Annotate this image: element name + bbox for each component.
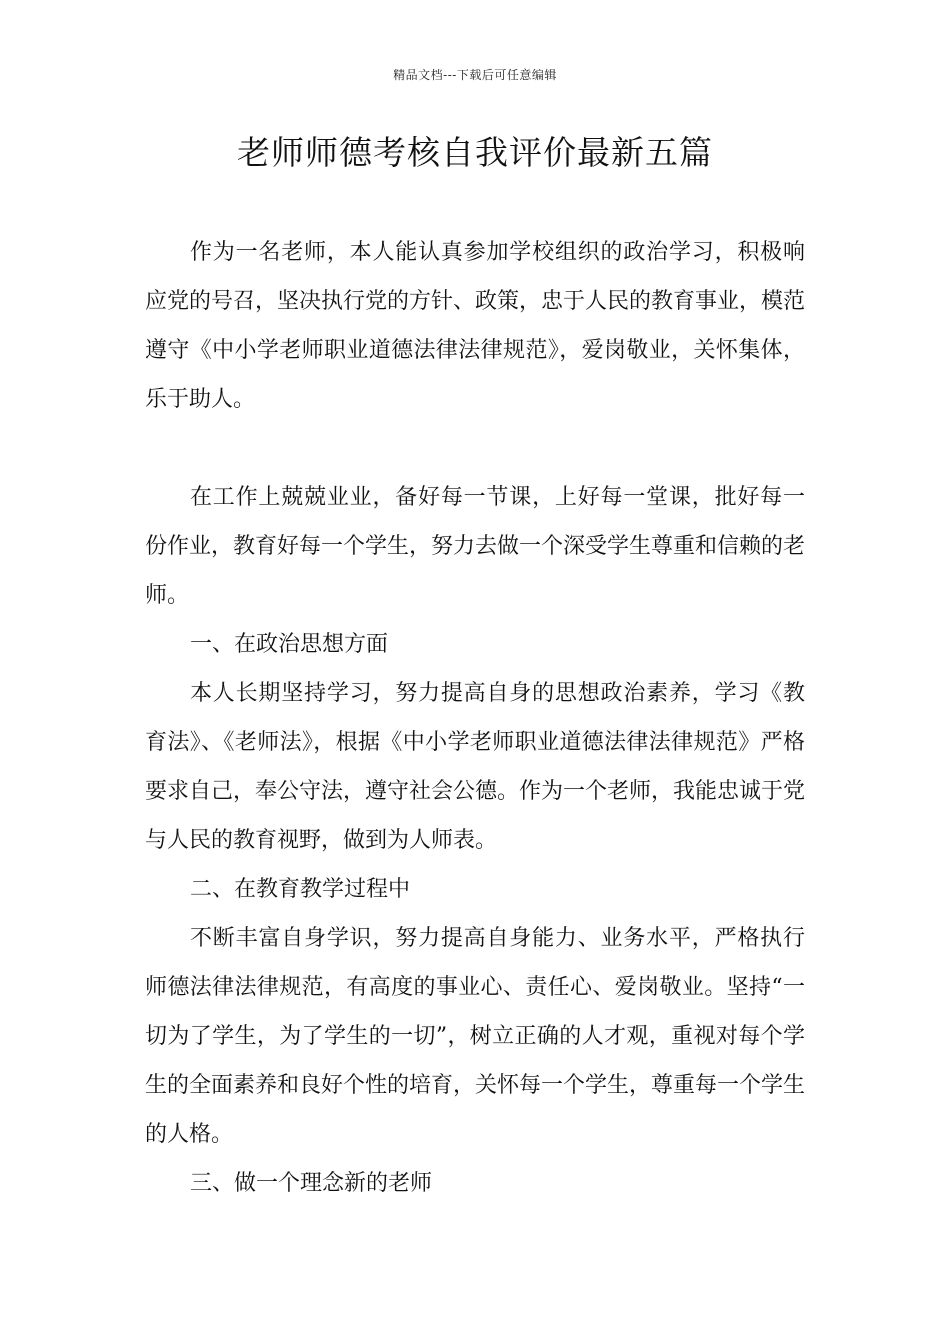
paragraph-work-attitude: 在工作上兢兢业业，备好每一节课，上好每一堂课，批好每一份作业，教育好每一个学生，努力去做一个深受学生尊重和信赖的老师。 bbox=[145, 485, 806, 608]
section-heading-political: 一、在政治思想方面 bbox=[190, 632, 389, 657]
section-heading-new-concept: 三、做一个理念新的老师 bbox=[190, 1171, 433, 1196]
page-header: 精品文档---下载后可任意编辑 bbox=[393, 68, 557, 82]
document-title: 老师师德考核自我评价最新五篇 bbox=[237, 133, 713, 172]
section-heading-teaching: 二、在教育教学过程中 bbox=[190, 877, 411, 902]
document-body bbox=[145, 228, 805, 1208]
paragraph-political: 本人长期坚持学习，努力提高自身的思想政治素养，学习《教育法》、《老师法》，根据《中小学老师职业道德法律法律规范》严格要求自己，奉公守法，遵守社会公德。作为一个老师，我能忠诚于党与人民的教育视野，做到为人师表。 bbox=[145, 681, 806, 853]
paragraph-teaching: 不断丰富自身学识，努力提高自身能力、业务水平，严格执行师德法律法律规范，有高度的事业心、责任心、爱岗敬业。坚持“一切为了学生，为了学生的一切”，树立正确的人才观，重视对每个学生的全面素养和良好个性的培育，关怀每一个学生，尊重每一个学生的人格。 bbox=[145, 926, 806, 1147]
paragraph-intro: 作为一名老师，本人能认真参加学校组织的政治学习，积极响应党的号召，坚决执行党的方针、政策，忠于人民的教育事业，模范遵守《中小学老师职业道德法律法律规范》，爱岗敬业，关怀集体，乐于助人。 bbox=[145, 240, 806, 412]
paragraph-spacer bbox=[145, 424, 805, 473]
